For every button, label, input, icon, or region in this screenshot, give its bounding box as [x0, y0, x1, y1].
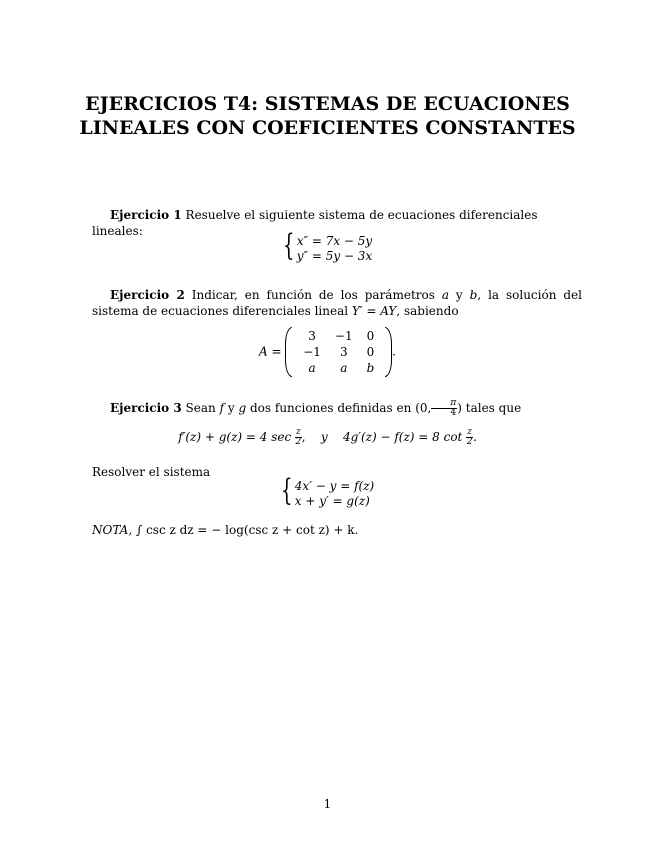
matrix-cell: a — [308, 361, 316, 375]
exercise-2-label: Ejercicio 2 — [110, 288, 185, 302]
condition-1: f′(z) + g(z) = 4 sec — [178, 430, 292, 444]
matrix-A-block — [0, 327, 655, 377]
exercise-3-text-2: dos funciones definidas en — [250, 401, 412, 415]
fraction-z-over-2: $\frac{z}{2}$ — [295, 427, 302, 447]
document-title — [0, 92, 655, 140]
param-a: a — [441, 288, 449, 302]
note-integral: ∫ csc z dz = − log(csc z + cot z) + k. — [136, 523, 359, 537]
exercise-3-eq-1: 4x′ − y = f(z) — [294, 479, 375, 493]
exercise-1-eq-2: y″ = 5y − 3x — [296, 249, 373, 263]
matrix-table — [296, 328, 381, 376]
exercise-3-text-1: Sean — [185, 401, 216, 415]
exercise-3-conditions: f′(z) + g(z) = 4 sec $\frac{z}{2}$ , y 4g′(z) − f(z) = 8 cot $\frac{z}{2}$ . — [178, 427, 477, 447]
exercise-2-equation: Y′ = AY — [351, 304, 397, 318]
matrix-A — [285, 327, 392, 377]
note-label: NOTA, — [92, 523, 133, 537]
matrix-row — [296, 344, 381, 360]
exercise-2-text-1: Indicar, en función de los parámetros — [191, 288, 435, 302]
param-b: b — [469, 288, 478, 302]
matrix-cell: b — [366, 361, 375, 375]
func-f: f — [219, 401, 225, 415]
brace-icon: { — [280, 473, 293, 508]
matrix-cell: 3 — [308, 329, 316, 343]
exercise-3-statement — [92, 399, 582, 418]
matrix-lhs: A = — [259, 344, 282, 359]
title-line-1: EJERCICIOS T4: SISTEMAS DE ECUACIONES — [85, 93, 570, 115]
matrix-row — [296, 360, 381, 376]
matrix-cell: −1 — [303, 345, 321, 359]
exercise-3-text-3: tales que — [465, 401, 522, 415]
left-paren-icon — [285, 327, 292, 377]
exercise-1-text: Resuelve el siguiente sistema de ecuaciones diferenciales lineales: — [92, 208, 538, 238]
matrix-row — [296, 328, 381, 344]
exercise-2-statement — [92, 287, 582, 319]
exercise-2-text-2: , la solución del sistema de ecuaciones diferenciales lineal — [92, 288, 582, 318]
matrix-cell: a — [340, 361, 348, 375]
exercise-1-label: Ejercicio 1 — [110, 208, 182, 222]
brace-icon: { — [282, 228, 295, 263]
condition-2: 4g′(z) − f(z) = 8 cot — [342, 430, 463, 444]
matrix-cell: −1 — [334, 329, 353, 343]
matrix-cell: 0 — [366, 329, 375, 343]
exercise-1-system — [0, 228, 655, 264]
exercise-2-text-3: , sabiendo — [396, 304, 459, 318]
conj-y-2: y — [320, 430, 328, 444]
interval: (0, $\frac{\pi}{4}$ ) — [415, 398, 462, 418]
exercise-3-system — [0, 473, 655, 509]
conj-y: y — [455, 288, 463, 302]
matrix-cell: 3 — [339, 345, 348, 359]
exercise-3-eq-2: x + y′ = g(z) — [294, 494, 370, 508]
conj-y: y — [227, 401, 235, 415]
solve-instruction: Resolver el sistema — [92, 465, 211, 479]
fraction-z-over-2: $\frac{z}{2}$ — [466, 427, 473, 447]
exercise-1-eq-1: x″ = 7x − 5y — [296, 234, 373, 248]
title-line-2: LINEALES CON COEFICIENTES CONSTANTES — [79, 117, 576, 139]
func-g: g — [238, 401, 247, 415]
note — [92, 522, 582, 538]
exercise-3-label: Ejercicio 3 — [110, 401, 182, 415]
page-number: 1 — [323, 797, 332, 811]
matrix-cell: 0 — [366, 345, 375, 359]
matrix-period: . — [392, 344, 396, 359]
